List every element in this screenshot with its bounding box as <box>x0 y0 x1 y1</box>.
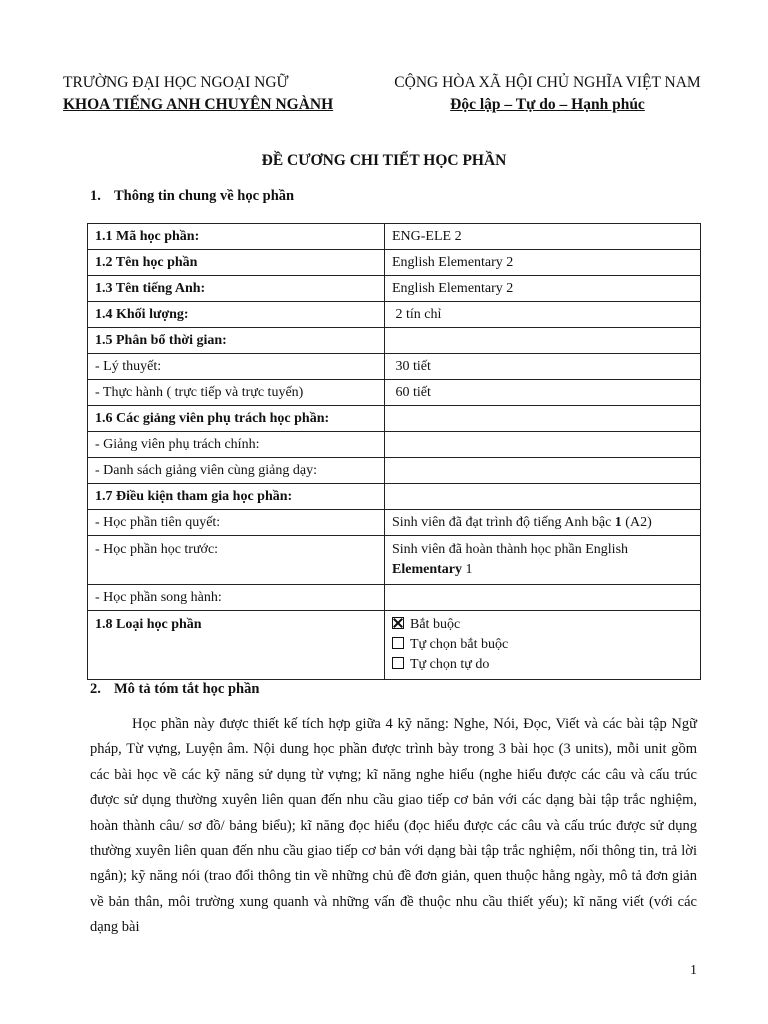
table-row <box>88 406 701 432</box>
unchecked-box-icon <box>392 657 404 669</box>
table-row <box>88 484 701 510</box>
prior-course-text: Sinh viên đã hoàn thành học phần English <box>392 542 629 557</box>
table-row <box>88 510 701 536</box>
co-lecturers-value <box>385 458 701 484</box>
section-2-number: 2. <box>90 681 101 697</box>
table-row <box>88 224 701 250</box>
unchecked-box-icon <box>392 637 404 649</box>
prior-course-value <box>385 536 701 585</box>
section-1-number: 1. <box>90 188 101 204</box>
course-description: Học phần này được thiết kế tích hợp giữa 4 kỹ năng: Nghe, Nói, Đọc, Viết và các bài tập Ngữ pháp, Từ vựng, Luyện âm. Nội dung học phần được trình bày trong 3 bài học (3 units), mỗi unit gồm các bài học về các kỹ năng sử dụng từ vựng; kĩ năng nghe hiểu (nghe hiểu được các câu và cấu trúc được sử dụng thường xuyên liên quan đến nhu cầu giao tiếp cơ bản với các dạng bài tập trắc nghiệm, hoàn thành câu/ sơ đồ/ bảng biểu); kĩ năng đọc hiểu (đọc hiểu được các câu và cấu trúc được sử dụng thường xuyên liên quan đến nhu cầu giao tiếp cơ bản với dạng bài tập trắc nghiệm, nối thông tin, trả lời ngắn); kỹ năng nói (trao đổi thông tin về những chủ đề đơn giản, quen thuộc hằng ngày, mô tả đơn giản về bản thân, môi trường xung quanh và những vấn đề thuộc nhu cầu thiết yếu); kĩ năng viết (với các dạng bài <box>90 716 697 936</box>
section-1-title: Thông tin chung về học phần <box>114 188 295 204</box>
time-allocation-value <box>385 328 701 354</box>
table-row <box>88 250 701 276</box>
type-option-free-elective[interactable] <box>392 655 693 675</box>
table-row <box>88 380 701 406</box>
english-name-label: 1.3 Tên tiếng Anh: <box>88 276 385 302</box>
table-row <box>88 354 701 380</box>
checked-box-icon <box>392 617 404 629</box>
conditions-value <box>385 484 701 510</box>
type-option-label: Tự chọn bắt buộc <box>410 637 509 652</box>
type-option-label: Bắt buộc <box>410 617 461 632</box>
section-1-heading <box>90 188 294 205</box>
main-lecturer-value <box>385 432 701 458</box>
university-name: TRƯỜNG ĐẠI HỌC NGOẠI NGỮ <box>63 74 289 91</box>
time-allocation-label: 1.5 Phân bổ thời gian: <box>88 328 385 354</box>
table-row <box>88 432 701 458</box>
faculty-name: KHOA TIẾNG ANH CHUYÊN NGÀNH <box>63 96 334 113</box>
course-type-options <box>385 611 701 680</box>
page-number: 1 <box>690 963 697 978</box>
theory-label: - Lý thuyết: <box>88 354 385 380</box>
credits-label: 1.4 Khối lượng: <box>88 302 385 328</box>
national-motto: Độc lập – Tự do – Hạnh phúc <box>450 96 645 113</box>
practice-label: - Thực hành ( trực tiếp và trực tuyến) <box>88 380 385 406</box>
table-row <box>88 585 701 611</box>
type-option-elective-required[interactable] <box>392 635 693 655</box>
theory-value: 30 tiết <box>385 354 701 380</box>
type-option-label: Tự chọn tự do <box>410 657 490 672</box>
table-row <box>88 276 701 302</box>
parallel-course-value <box>385 585 701 611</box>
prerequisite-text: Sinh viên đã đạt trình độ tiếng Anh bậc <box>392 515 615 530</box>
english-name-value: English Elementary 2 <box>385 276 701 302</box>
table-row <box>88 302 701 328</box>
section-2-heading <box>90 681 259 698</box>
type-option-compulsory[interactable] <box>392 615 693 635</box>
prior-course-name: Elementary <box>392 562 462 577</box>
credits-value: 2 tín chỉ <box>385 302 701 328</box>
main-lecturer-label: - Giảng viên phụ trách chính: <box>88 432 385 458</box>
document-title: ĐỀ CƯƠNG CHI TIẾT HỌC PHẦN <box>261 152 507 169</box>
institution-header <box>63 72 333 116</box>
prerequisite-level-code: (A2) <box>621 515 652 530</box>
national-motto-title: CỘNG HÒA XÃ HỘI CHỦ NGHĨA VIỆT NAM <box>394 74 701 91</box>
section-2-title: Mô tả tóm tắt học phần <box>114 681 260 697</box>
parallel-course-label: - Học phần song hành: <box>88 585 385 611</box>
course-name-value: English Elementary 2 <box>385 250 701 276</box>
table-row <box>88 536 701 585</box>
table-row <box>88 328 701 354</box>
table-row <box>88 458 701 484</box>
lecturers-value <box>385 406 701 432</box>
prior-course-number: 1 <box>461 562 473 577</box>
prerequisite-level: 1 <box>614 515 622 530</box>
prerequisite-label: - Học phần tiên quyết: <box>88 510 385 536</box>
conditions-label: 1.7 Điều kiện tham gia học phần: <box>88 484 385 510</box>
course-code-label: 1.1 Mã học phần: <box>88 224 385 250</box>
course-name-label: 1.2 Tên học phần <box>88 250 385 276</box>
prior-course-label: - Học phần học trước: <box>88 536 385 585</box>
course-info-table <box>87 223 701 680</box>
national-header <box>377 72 718 116</box>
course-type-label: 1.8 Loại học phần <box>88 611 385 680</box>
lecturers-label: 1.6 Các giảng viên phụ trách học phần: <box>88 406 385 432</box>
course-code-value: ENG-ELE 2 <box>385 224 701 250</box>
co-lecturers-label: - Danh sách giảng viên cùng giảng dạy: <box>88 458 385 484</box>
table-row <box>88 611 701 680</box>
practice-value: 60 tiết <box>385 380 701 406</box>
prerequisite-value <box>385 510 701 536</box>
